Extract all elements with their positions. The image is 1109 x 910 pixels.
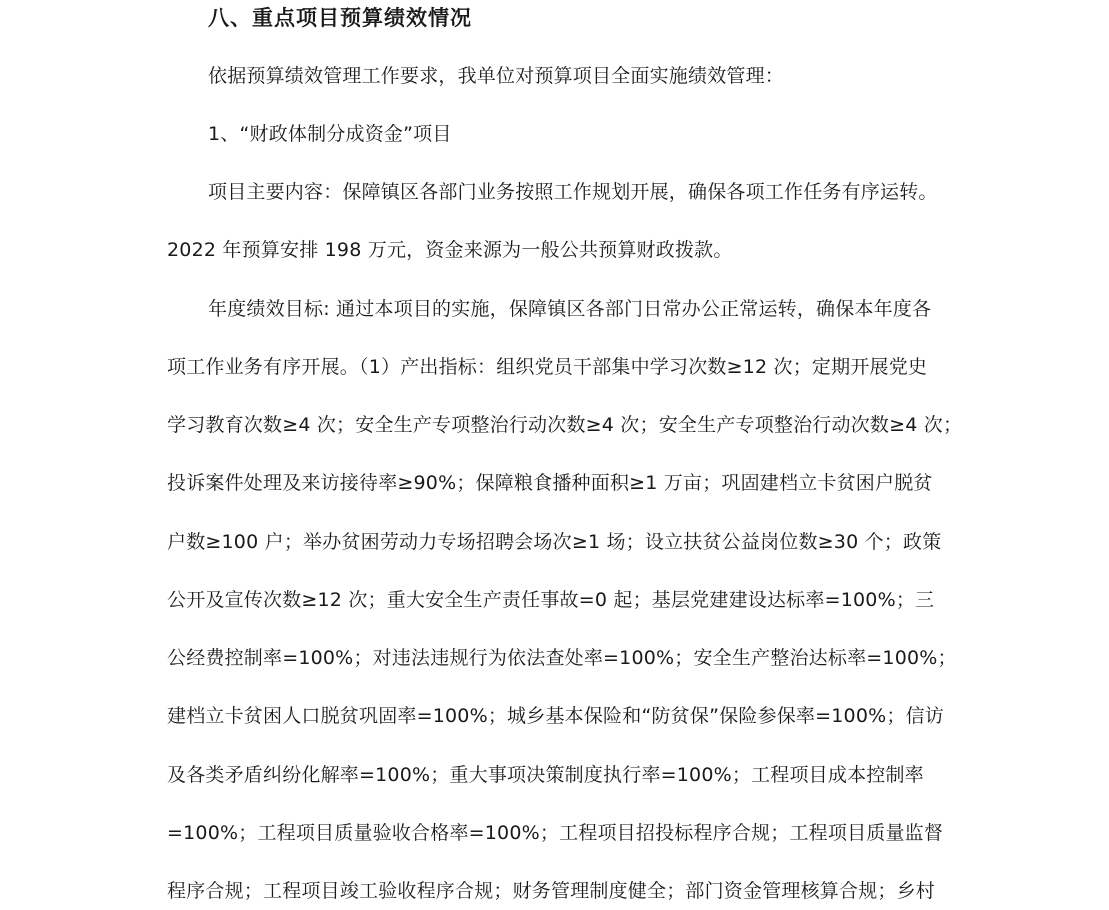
goal-line: 公开及宣传次数≥12 次；重大安全生产责任事故=0 起；基层党建建设达标率=100%；三 [167, 589, 935, 611]
goal-line: =100%；工程项目质量验收合格率=100%；工程项目招投标程序合规；工程项目质量监督 [167, 822, 944, 844]
goal-line: 公经费控制率=100%；对违法违规行为依法查处率=100%；安全生产整治达标率=100%； [167, 647, 957, 669]
goal-line: 程序合规；工程项目竣工验收程序合规；财务管理制度健全；部门资金管理核算合规；乡村 [167, 880, 936, 902]
project-title: 1、“财政体制分成资金”项目 [208, 123, 452, 145]
content-line: 项目主要内容：保障镇区各部门业务按照工作规划开展，确保各项工作任务有序运转。 [208, 181, 938, 203]
goal-line: 年度绩效目标: 通过本项目的实施，保障镇区各部门日常办公正常运转，确保本年度各 [208, 298, 932, 320]
goal-line: 学习教育次数≥4 次；安全生产专项整治行动次数≥4 次；安全生产专项整治行动次数≥4 次； [167, 414, 963, 436]
content-line: 2022 年预算安排 198 万元，资金来源为一般公共预算财政拨款。 [167, 239, 733, 261]
goal-line: 及各类矛盾纠纷化解率=100%；重大事项决策制度执行率=100%；工程项目成本控制率 [167, 764, 924, 786]
section-intro: 依据预算绩效管理工作要求，我单位对预算项目全面实施绩效管理： [208, 65, 785, 87]
goal-line: 投诉案件处理及来访接待率≥90%；保障粮食播种面积≥1 万亩；巩固建档立卡贫困户脱贫 [167, 472, 933, 494]
goal-line: 户数≥100 户；举办贫困劳动力专场招聘会场次≥1 场；设立扶贫公益岗位数≥30 个；政策 [167, 531, 942, 553]
goal-line: 建档立卡贫困人口脱贫巩固率=100%；城乡基本保险和“防贫保”保险参保率=100%；信访 [167, 705, 944, 727]
section-heading: 八、重点项目预算绩效情况 [208, 6, 472, 30]
goal-line: 项工作业务有序开展。（1）产出指标：组织党员干部集中学习次数≥12 次；定期开展党史 [167, 356, 928, 378]
